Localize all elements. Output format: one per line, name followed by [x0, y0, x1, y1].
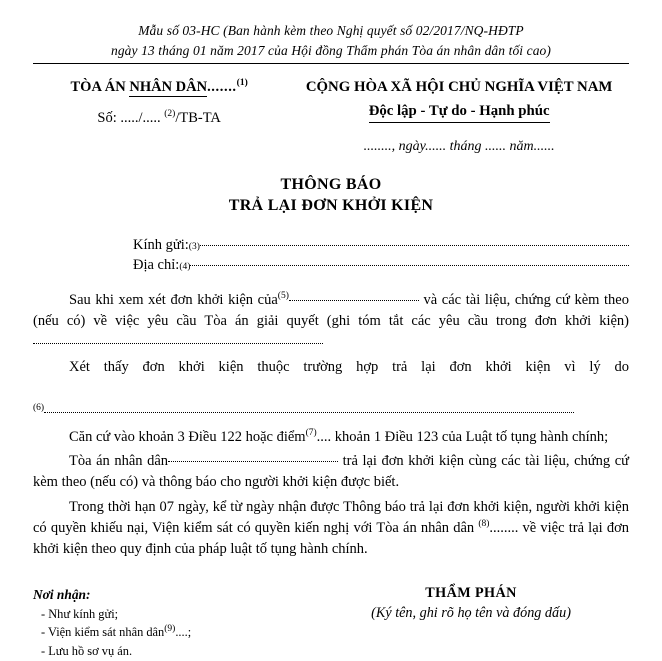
national-heading: CỘNG HÒA XÃ HỘI CHỦ NGHĨA VIỆT NAM: [305, 79, 613, 96]
recipients-item-suffix: ....;: [175, 625, 192, 640]
recipients-item: [33, 605, 313, 624]
document-title: [33, 175, 629, 217]
body-paragraph-2: [33, 357, 629, 400]
body-p5-text-a: Trong thời hạn 07 ngày, kể từ ngày nhận được Thông báo trả lại đơn khởi kiện, người khởi kiện có quyền khiếu nại, Viện kiểm sát có quyền kiến nghị với Tòa án nhân dân: [33, 498, 629, 536]
body-p3-footnote-ref: (7): [305, 427, 317, 438]
body-paragraph-3: [33, 427, 629, 448]
body-p5-footnote-ref: (8): [478, 519, 490, 530]
body-p3-text-b: .... khoản 1 Điều 123 của Luật tố tụng hành chính;: [316, 428, 609, 445]
header-divider-rule: [33, 63, 629, 64]
recipient-to-fill-line[interactable]: [200, 245, 629, 246]
header-left-block: [33, 79, 289, 127]
national-motto: Độc lập - Tự do - Hạnh phúc: [369, 103, 550, 123]
header-right-block: [289, 79, 629, 155]
body-p1-fill-line[interactable]: [289, 300, 419, 301]
recipient-address-fill-line[interactable]: [190, 265, 629, 266]
recipient-block: [33, 235, 629, 276]
body-p2-fill-line[interactable]: [44, 412, 574, 413]
body-p5-text-b: ........ về việc trả lại đơn khởi kiện theo quy định của pháp luật tố tụng hành chính.: [33, 520, 629, 558]
recipients-block: [33, 585, 313, 661]
signer-instruction: (Ký tên, ghi rõ họ tên và đóng dấu): [371, 604, 571, 621]
recipients-item-text: - Như kính gửi;: [41, 606, 119, 621]
form-number-note: [33, 0, 629, 60]
body-p1-fill-line-2[interactable]: [33, 343, 323, 344]
form-note-line-2: ngày 13 tháng 01 năm 2017 của Hội đồng Thẩm phán Tòa án nhân dân tối cao): [110, 42, 552, 58]
document-header: [33, 79, 629, 155]
body-p4-text-b: trả lại đơn khởi kiện cùng các tài liệu, chứng cứ kèm theo (nếu có) và thông báo cho người khởi kiện được biết.: [33, 453, 629, 491]
court-name-dots: .......: [207, 79, 237, 96]
recipients-item-text: - Viện kiểm sát nhân dân: [41, 625, 165, 640]
document-title-line-2: TRẢ LẠI ĐƠN KHỞI KIỆN: [228, 196, 434, 214]
document-number-footnote-ref: (2): [164, 109, 176, 120]
recipients-item: [33, 623, 313, 642]
body-p4-fill-line[interactable]: [168, 461, 338, 462]
body-p3-text-a: Căn cứ vào khoản 3 Điều 122 hoặc điểm: [69, 428, 306, 445]
body-p1-footnote-ref: (5): [277, 291, 289, 302]
document-body: [33, 290, 629, 561]
body-paragraph-5: [33, 497, 629, 561]
recipient-to-label: Kính gửi:: [133, 236, 189, 253]
recipients-item: [33, 642, 313, 661]
body-paragraph-4: [33, 451, 629, 494]
body-p2-footnote-ref: (6): [33, 403, 45, 414]
body-p1-text-b: và các tài liệu, chứng cứ kèm theo (nếu có) về việc yêu cầu Tòa án giải quyết (ghi tóm tắt các yêu cầu trong đơn khởi kiện): [33, 291, 629, 330]
document-footer: [33, 585, 629, 661]
body-paragraph-2-note: [33, 402, 629, 423]
recipients-title: Nơi nhận:: [33, 586, 91, 602]
document-number-suffix: /TB-TA: [175, 110, 221, 127]
signature-block: [313, 585, 629, 622]
court-name-footnote-ref: (1): [236, 78, 248, 89]
document-number-line: [33, 110, 285, 127]
signer-title: THẨM PHÁN: [425, 584, 517, 601]
recipient-address-label: Địa chỉ:: [133, 257, 180, 274]
place-date-line: ........, ngày...... tháng ...... năm......: [363, 139, 555, 155]
document-title-line-1: THÔNG BÁO: [280, 176, 382, 194]
form-note-line-1: Mẫu số 03-HC (Ban hành kèm theo Nghị quyết số 02/2017/NQ-HĐTP: [138, 23, 524, 38]
body-p4-text-a: Tòa án nhân dân: [69, 453, 169, 470]
recipient-to-row: Kính gửi: (3): [133, 235, 629, 256]
recipients-item-text: - Lưu hồ sơ vụ án.: [41, 643, 133, 658]
court-name-prefix: TÒA ÁN: [70, 79, 130, 96]
body-paragraph-1: [33, 290, 629, 354]
court-name-underlined: NHÂN DÂN: [129, 79, 208, 96]
court-name: [33, 79, 285, 96]
document-number-label: Số: ...../.....: [97, 110, 165, 127]
recipients-item-footnote-ref: (9): [164, 624, 176, 635]
body-p2-text: Xét thấy đơn khởi kiện thuộc trường hợp trả lại đơn khởi kiện vì lý do: [69, 358, 629, 375]
body-p1-text-a: Sau khi xem xét đơn khởi kiện của: [69, 291, 278, 308]
recipient-address-row: Địa chỉ: (4): [133, 255, 629, 276]
